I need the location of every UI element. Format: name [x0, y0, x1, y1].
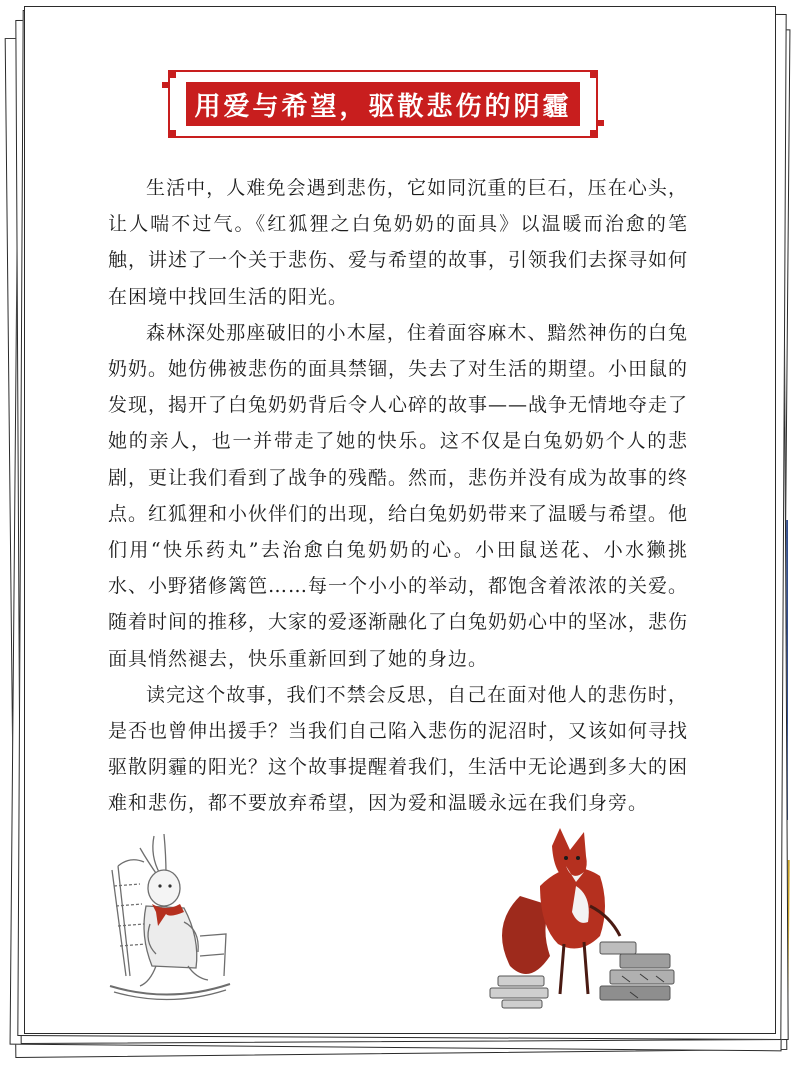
page-title: 用爱与希望，驱散悲伤的阴霾: [194, 91, 572, 122]
title-corner: [168, 70, 176, 78]
article-body: [108, 170, 688, 822]
rabbit-grandma-illustration: [100, 826, 240, 1006]
red-fox-illustration: [480, 826, 700, 1016]
title-corner: [168, 130, 176, 138]
paragraph: 生活中，人难免会遇到悲伤，它如同沉重的巨石，压在心头，让人喘不过气。《红狐狸之白兔奶奶的面具》以温暖而治愈的笔触，讲述了一个关于悲伤、爱与希望的故事，引领我们去探寻如何在困境中找回生活的阳光。: [108, 177, 689, 308]
paragraph: 森林深处那座破旧的小木屋，住着面容麻木、黯然神伤的白兔奶奶。她仿佛被悲伤的面具禁锢，失去了对生活的期望。小田鼠的发现，揭开了白兔奶奶背后令人心碎的故事——战争无情地夺走了她的亲人，也一并带走了她的快乐。这不仅是白兔奶奶个人的悲剧，更让我们看到了战争的残酷。然而，悲伤并没有成为故事的终点。红狐狸和小伙伴们的出现，给白兔奶奶带来了温暖与希望。他们用“快乐药丸”去治愈白兔奶奶的心。小田鼠送花、小水獭挑水、小野猪修篱笆……每一个小小的举动，都饱含着浓浓的关爱。随着时间的推移，大家的爱逐渐融化了白兔奶奶心中的坚冰，悲伤面具悄然褪去，快乐重新回到了她的身边。: [108, 321, 689, 670]
title-corner: [590, 130, 598, 138]
title-banner: [168, 70, 598, 138]
title-box: [186, 82, 580, 126]
title-corner: [590, 70, 598, 78]
paragraph: 读完这个故事，我们不禁会反思，自己在面对他人的悲伤时，是否也曾伸出援手？当我们自己陷入悲伤的泥沼时，又该如何寻找驱散阴霾的阳光？这个故事提醒着我们，生活中无论遇到多大的困难和悲伤，都不要放弃希望，因为爱和温暖永远在我们身旁。: [108, 683, 689, 815]
